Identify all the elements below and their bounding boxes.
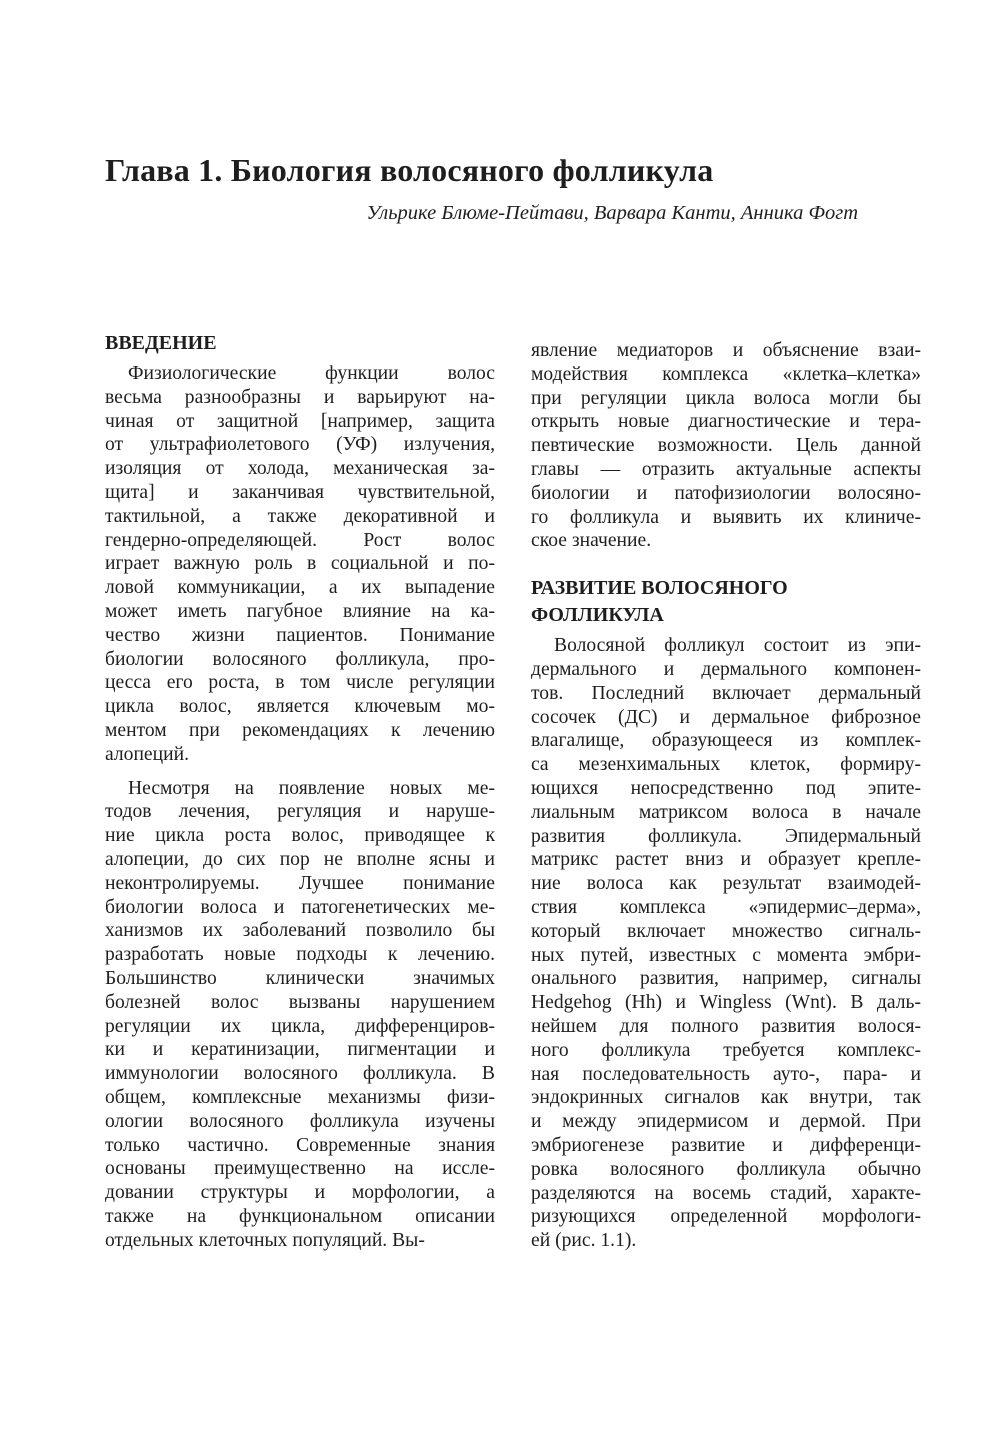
text-line: ная последовательность ауто-, пара- и xyxy=(531,1063,921,1085)
text-line: Большинство клинически значимых xyxy=(105,967,495,989)
paragraph xyxy=(105,362,495,767)
text-line: ей (рис. 1.1). xyxy=(531,1230,637,1252)
text-line: онального развития, например, сигналы xyxy=(531,968,921,990)
text-line: ствия комплекса «эпидермис–дерма», xyxy=(531,896,921,918)
text-line: лиальным матриксом волоса в начале xyxy=(531,801,921,823)
text-line: ного фолликула требуется комплекс- xyxy=(531,1039,921,1061)
text-line: цесса его роста, в том числе регуляции xyxy=(105,672,495,694)
heading-line: РАЗВИТИЕ ВОЛОСЯНОГО xyxy=(531,577,788,600)
text-line: чиная от защитной [например, защита xyxy=(105,410,495,432)
text-line: только частично. Современные знания xyxy=(105,1134,495,1156)
text-line: ки и кератинизации, пигментации и xyxy=(105,1039,495,1061)
text-line: дермального и дермального компонен- xyxy=(531,658,921,680)
text-line: сосочек (ДС) и дермальное фиброзное xyxy=(531,706,921,728)
text-line: разработать новые подходы к лечению. xyxy=(105,944,495,966)
text-line: общем, комплексные механизмы физи- xyxy=(105,1086,495,1108)
left-column xyxy=(105,330,495,1252)
text-line: ние волоса как результат взаимодей- xyxy=(531,873,921,895)
text-line: иммунологии волосяного фолликула. В xyxy=(105,1063,495,1085)
text-line: цикла волос, является ключевым мо- xyxy=(105,696,495,718)
text-line: также на функциональном описании xyxy=(105,1205,495,1227)
text-line: ровка волосяного фолликула обычно xyxy=(531,1158,921,1180)
text-line: который включает множество сигналь- xyxy=(531,920,921,942)
text-line: ющихся непосредственно под эпите- xyxy=(531,777,921,799)
text-line: ханизмов их заболеваний позволило бы xyxy=(105,920,495,942)
text-line: тодов лечения, регуляция и наруше- xyxy=(105,801,495,823)
text-line: чество жизни пациентов. Понимание xyxy=(105,624,495,646)
text-line: отдельных клеточных популяций. Вы- xyxy=(105,1229,425,1251)
text-line: гендерно-определяющей. Рост волос xyxy=(105,529,495,551)
text-line: неконтролируемы. Лучшее понимание xyxy=(105,872,495,894)
text-line: ризующихся определенной морфологи- xyxy=(531,1206,921,1228)
text-line: играет важную роль в социальной и по- xyxy=(105,553,495,575)
text-line: эмбриогенезе развитие и дифференци- xyxy=(531,1134,921,1156)
paragraph xyxy=(531,634,921,1253)
section-heading-follicle-development xyxy=(531,575,921,629)
text-line: ологии волосяного фолликула изучены xyxy=(105,1110,495,1132)
text-line: ловой коммуникации, а их выпадение xyxy=(105,577,495,599)
text-line: алопеций. xyxy=(105,743,189,765)
text-line: основаны преимущественно на иссле- xyxy=(105,1158,495,1180)
right-column xyxy=(531,339,921,1253)
chapter-authors: Ульрике Блюме-Пейтави, Варвара Канти, Анника Фогт xyxy=(366,202,858,224)
text-line: главы — отразить актуальные аспекты xyxy=(531,458,921,480)
text-line: и между эпидермисом и дермой. При xyxy=(531,1111,921,1133)
text-line: ментом при рекомендациях к лечению xyxy=(105,719,495,741)
text-line: биологии волосяного фолликула, про- xyxy=(105,648,495,670)
text-line: весьма разнообразны и варьируют на- xyxy=(105,386,495,408)
text-line: при регуляции цикла волоса могли бы xyxy=(531,387,921,409)
text-line: щита] и заканчивая чувствительной, xyxy=(105,481,495,503)
text-line: биологии и патофизиологии волосяно- xyxy=(531,482,921,504)
text-line: болезней волос вызваны нарушением xyxy=(105,991,495,1013)
text-line: Физиологические функции волос xyxy=(128,363,495,384)
text-line: ние цикла роста волос, приводящее к xyxy=(105,825,495,847)
text-line: от ультрафиолетового (УФ) излучения, xyxy=(105,434,495,456)
section-heading-introduction: ВВЕДЕНИЕ xyxy=(105,332,217,354)
text-line: нейшем для полного развития волося- xyxy=(531,1015,921,1037)
text-line: певтические возможности. Цель данной xyxy=(531,435,921,457)
text-line: ных путей, известных с момента эмбри- xyxy=(531,944,921,966)
text-line: может иметь пагубное влияние на ка- xyxy=(105,600,495,622)
paragraph xyxy=(105,777,495,1253)
chapter-title: Глава 1. Биология волосяного фолликула xyxy=(105,152,714,188)
text-line: алопеции, до сих пор не вполне ясны и xyxy=(105,848,495,870)
text-line: матрикс растет вниз и образует крепле- xyxy=(531,849,921,871)
text-line: биологии волоса и патогенетических ме- xyxy=(105,896,495,918)
text-line: тактильной, а также декоративной и xyxy=(105,505,495,527)
text-line: открыть новые диагностические и тера- xyxy=(531,411,921,433)
text-line: модействия комплекса «клетка–клетка» xyxy=(531,363,921,385)
text-line: Волосяной фолликул состоит из эпи- xyxy=(554,635,921,657)
text-line: влагалище, образующееся из комплек- xyxy=(531,730,921,752)
text-line: са мезенхимальных клеток, формиру- xyxy=(531,754,921,776)
text-line: Несмотря на появление новых ме- xyxy=(128,777,495,799)
text-line: развития фолликула. Эпидермальный xyxy=(531,825,921,847)
text-line: явление медиаторов и объяснение взаи- xyxy=(531,340,921,361)
text-line: изоляция от холода, механическая за- xyxy=(105,458,495,480)
heading-line: ФОЛЛИКУЛА xyxy=(531,604,664,627)
text-line: разделяются на восемь стадий, характе- xyxy=(531,1182,921,1204)
text-line: эндокринных сигналов как внутри, так xyxy=(531,1087,921,1109)
text-line: го фолликула и выявить их клиниче- xyxy=(531,506,921,528)
text-line: тов. Последний включает дермальный xyxy=(531,682,921,704)
text-line: довании структуры и морфологии, а xyxy=(105,1182,495,1204)
text-line: регуляции их цикла, дифференциров- xyxy=(105,1015,495,1037)
paragraph-continuation xyxy=(531,339,921,553)
text-line: ское значение. xyxy=(531,530,652,552)
text-line: Hedgehog (Hh) и Wingless (Wnt). В даль- xyxy=(531,992,921,1014)
